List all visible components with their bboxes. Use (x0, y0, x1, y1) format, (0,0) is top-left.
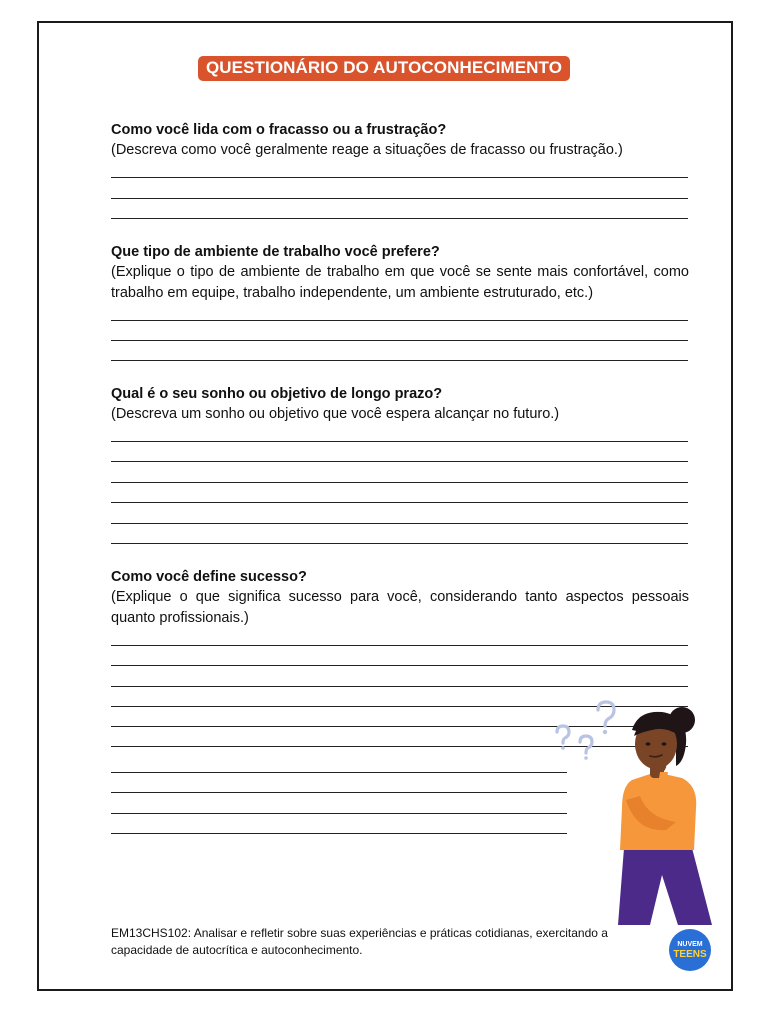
question-block (111, 120, 689, 161)
answer-line[interactable] (111, 813, 567, 814)
answer-line[interactable] (111, 792, 567, 793)
answer-line[interactable] (111, 340, 688, 341)
question-description: (Explique o que significa sucesso para você, considerando tanto aspectos pessoais quanto profissionais.) (111, 589, 689, 626)
nuvem-teens-logo (669, 929, 711, 971)
answer-line[interactable] (111, 198, 688, 199)
answer-line[interactable] (111, 441, 688, 442)
question-description: (Descreva como você geralmente reage a situações de fracasso ou frustração.) (111, 142, 623, 158)
logo-line1: NUVEM (677, 941, 703, 948)
question-description: (Descreva um sonho ou objetivo que você espera alcançar no futuro.) (111, 406, 560, 422)
thinking-girl-illustration (552, 700, 722, 930)
footer-text: EM13CHS102: Analisar e refletir sobre suas experiências e práticas cotidianas, exercitando a capacidade de autocrítica e autoconhecimento. (111, 926, 608, 957)
answer-line[interactable] (111, 482, 688, 483)
question-marks-icon (557, 702, 614, 753)
answer-line[interactable] (111, 360, 688, 361)
page-title: QUESTIONÁRIO DO AUTOCONHECIMENTO (198, 56, 570, 81)
question-title: Como você lida com o fracasso ou a frustração? (111, 122, 447, 138)
question-description: (Explique o tipo de ambiente de trabalho em que você se sente mais confortável, como trabalho em equipe, trabalho independente, um ambiente estruturado, etc.) (111, 264, 689, 301)
question-block (111, 567, 689, 629)
answer-line[interactable] (111, 645, 688, 646)
answer-line[interactable] (111, 502, 688, 503)
answer-line[interactable] (111, 523, 688, 524)
answer-line[interactable] (111, 177, 688, 178)
answer-line[interactable] (111, 543, 688, 544)
question-title: Como você define sucesso? (111, 569, 307, 585)
answer-line[interactable] (111, 665, 688, 666)
answer-line[interactable] (111, 772, 567, 773)
answer-line[interactable] (111, 833, 567, 834)
question-title: Qual é o seu sonho ou objetivo de longo prazo? (111, 386, 443, 402)
question-title: Que tipo de ambiente de trabalho você prefere? (111, 244, 440, 260)
answer-line[interactable] (111, 320, 688, 321)
question-block (111, 242, 689, 304)
answer-line[interactable] (111, 461, 688, 462)
answer-line[interactable] (111, 218, 688, 219)
question-block (111, 384, 689, 425)
logo-line2: TEENS (673, 949, 707, 960)
answer-line[interactable] (111, 686, 688, 687)
